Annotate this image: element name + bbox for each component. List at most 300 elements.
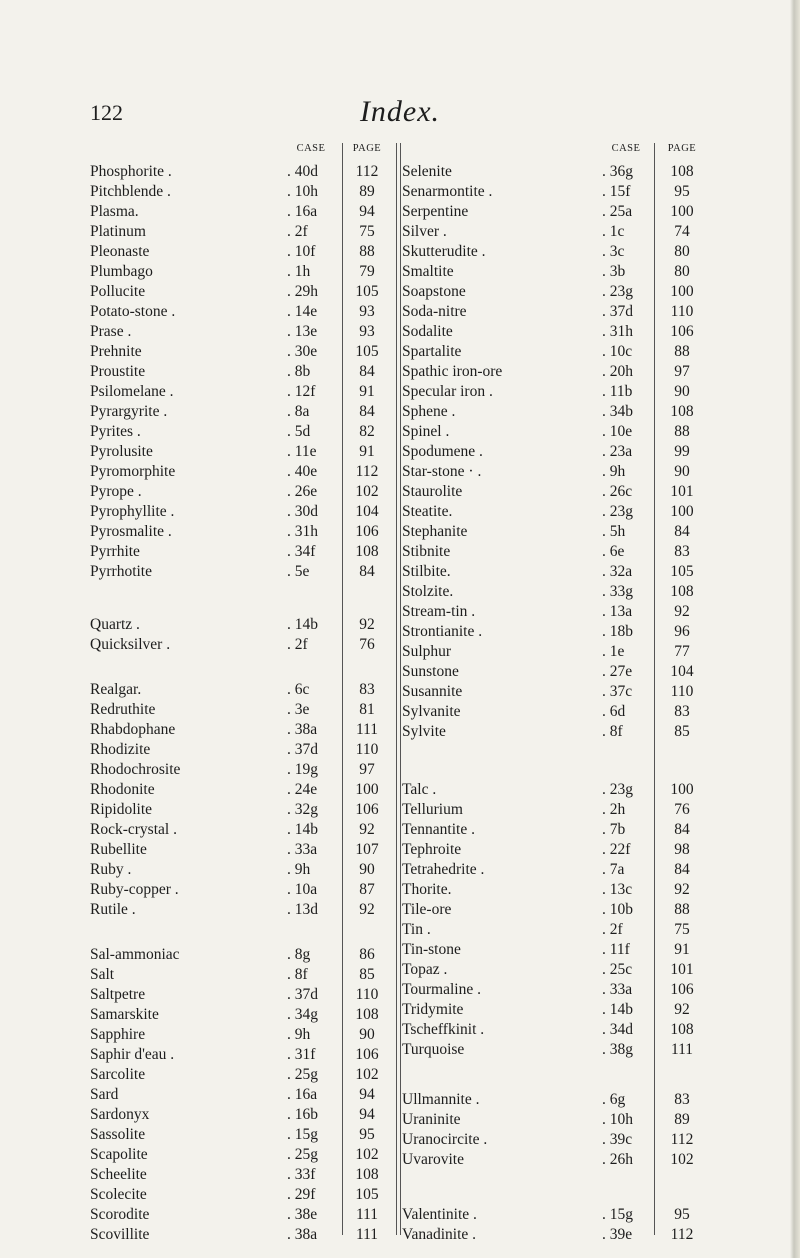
mineral-name: Saphir d'eau .	[90, 1046, 175, 1063]
page-ref: 86	[359, 946, 375, 963]
case-ref: . 38a	[287, 1226, 318, 1243]
case-ref: . 14b	[287, 616, 318, 633]
page-ref: 75	[674, 921, 690, 938]
mineral-name: Valentinite .	[402, 1206, 477, 1223]
right-column	[402, 143, 710, 1243]
mineral-name: Scolecite	[90, 1186, 147, 1203]
page-ref: 92	[359, 616, 375, 633]
index-entry	[90, 362, 395, 382]
case-ref: . 5h	[602, 523, 626, 540]
mineral-name: Sard	[90, 1086, 119, 1103]
index-entry	[402, 582, 710, 602]
page-ref: 106	[670, 981, 694, 998]
mineral-name: Selenite	[402, 163, 452, 180]
case-ref: . 33f	[287, 1166, 316, 1183]
mineral-name: Rutile .	[90, 901, 136, 918]
mineral-name: Serpentine	[402, 203, 469, 220]
index-entry	[402, 222, 710, 242]
mineral-name: Sphene .	[402, 403, 456, 420]
index-entry	[90, 760, 395, 780]
page-ref: 111	[355, 1226, 379, 1243]
mineral-name: Stream-tin .	[402, 603, 476, 620]
page-ref: 87	[359, 881, 375, 898]
case-ref: . 5d	[287, 423, 311, 440]
mineral-name: Turquoise	[402, 1041, 465, 1058]
page-ref: 88	[674, 901, 690, 918]
case-ref: . 31h	[602, 323, 633, 340]
mineral-name: Potato-stone .	[90, 303, 176, 320]
index-entry	[90, 222, 395, 242]
case-ref: . 16b	[287, 1106, 318, 1123]
case-ref: . 23g	[602, 503, 633, 520]
case-ref: . 15f	[602, 183, 631, 200]
page-ref: 110	[355, 986, 379, 1003]
index-entry	[402, 462, 710, 482]
case-ref: . 25a	[602, 203, 633, 220]
index-entry	[90, 382, 395, 402]
index-entry	[90, 1205, 395, 1225]
index-entry	[90, 462, 395, 482]
index-entry	[90, 680, 395, 700]
index-entry	[90, 840, 395, 860]
case-ref: . 26c	[602, 483, 633, 500]
column-divider	[400, 143, 401, 1235]
page-ref: 110	[670, 303, 694, 320]
case-ref: . 8f	[287, 966, 308, 983]
index-entry	[90, 635, 395, 655]
index-entry	[402, 562, 710, 582]
mineral-name: Staurolite	[402, 483, 463, 500]
left-column-header	[90, 143, 395, 161]
right-column-header	[402, 143, 710, 161]
index-entry	[90, 1165, 395, 1185]
mineral-name: Soda-nitre	[402, 303, 467, 320]
case-ref: . 32g	[287, 801, 318, 818]
index-entry	[402, 522, 710, 542]
case-ref: . 2f	[602, 921, 623, 938]
case-ref: . 15g	[287, 1126, 318, 1143]
case-ref: . 26h	[602, 1151, 633, 1168]
page-ref: 83	[674, 1091, 690, 1108]
index-entry	[402, 940, 710, 960]
page-ref: 104	[670, 663, 694, 680]
mineral-name: Silver .	[402, 223, 447, 240]
index-entry	[90, 615, 395, 635]
page-ref: 112	[355, 163, 379, 180]
page-ref: 105	[355, 1186, 379, 1203]
index-entry	[90, 442, 395, 462]
mineral-name: Ruby .	[90, 861, 132, 878]
page-ref: 89	[674, 1111, 690, 1128]
case-ref: . 6d	[602, 703, 626, 720]
index-entry	[402, 242, 710, 262]
mineral-name: Uranocircite .	[402, 1131, 488, 1148]
page-header: PAGE	[667, 143, 697, 154]
mineral-name: Tin .	[402, 921, 431, 938]
index-entry	[402, 322, 710, 342]
case-ref: . 8f	[602, 723, 623, 740]
mineral-name: Realgar.	[90, 681, 142, 698]
case-ref: . 31f	[287, 1046, 316, 1063]
mineral-name: Tennantite .	[402, 821, 475, 838]
page-ref: 84	[359, 363, 375, 380]
mineral-name: Pyrolusite	[90, 443, 153, 460]
mineral-name: Sapphire	[90, 1026, 146, 1043]
mineral-name: Sylvite	[402, 723, 446, 740]
mineral-name: Steatite.	[402, 503, 453, 520]
mineral-name: Tephroite	[402, 841, 462, 858]
mineral-name: Ullmannite .	[402, 1091, 480, 1108]
mineral-name: Rock-crystal .	[90, 821, 177, 838]
case-ref: . 34b	[602, 403, 633, 420]
page-ref: 105	[355, 283, 379, 300]
case-ref: . 2h	[602, 801, 626, 818]
index-entry	[90, 342, 395, 362]
index-entry	[402, 442, 710, 462]
index-entry	[402, 262, 710, 282]
page-ref: 111	[355, 1206, 379, 1223]
page-ref: 88	[674, 423, 690, 440]
mineral-name: Sodalite	[402, 323, 453, 340]
index-entry	[402, 662, 710, 682]
index-entry	[90, 182, 395, 202]
mineral-name: Tin-stone	[402, 941, 461, 958]
mineral-name: Scapolite	[90, 1146, 148, 1163]
index-entry	[402, 1000, 710, 1020]
mineral-name: Tscheffkinit .	[402, 1021, 485, 1038]
case-ref: . 34f	[287, 543, 316, 560]
case-ref: . 20h	[602, 363, 633, 380]
index-entry	[90, 1005, 395, 1025]
index-entry	[402, 682, 710, 702]
index-entry	[402, 880, 710, 900]
page-header: PAGE	[352, 143, 382, 154]
column-divider	[396, 143, 397, 1235]
page-ref: 102	[355, 1066, 379, 1083]
index-entry	[90, 1065, 395, 1085]
case-ref: . 23g	[602, 781, 633, 798]
mineral-name: Redruthite	[90, 701, 156, 718]
mineral-name: Tile-ore	[402, 901, 452, 918]
case-ref: . 26e	[287, 483, 318, 500]
case-ref: . 25g	[287, 1146, 318, 1163]
page-ref: 84	[674, 523, 690, 540]
case-ref: . 6e	[602, 543, 625, 560]
case-header: CASE	[611, 143, 641, 154]
mineral-name: Pyrites .	[90, 423, 141, 440]
mineral-name: Specular iron .	[402, 383, 493, 400]
mineral-name: Skutterudite .	[402, 243, 486, 260]
case-ref: . 15g	[602, 1206, 633, 1223]
mineral-name: Stilbite.	[402, 563, 451, 580]
page-ref: 95	[674, 1206, 690, 1223]
index-entry	[402, 1090, 710, 1110]
page-ref: 81	[359, 701, 375, 718]
index-entry	[90, 1145, 395, 1165]
index-entry	[90, 720, 395, 740]
index-entry	[90, 800, 395, 820]
index-entry	[90, 740, 395, 760]
page-ref: 85	[674, 723, 690, 740]
index-entry	[402, 482, 710, 502]
index-entry	[90, 322, 395, 342]
case-ref: . 40d	[287, 163, 318, 180]
case-ref: . 2f	[287, 636, 308, 653]
page-ref: 112	[670, 1226, 694, 1243]
page-ref: 101	[670, 483, 694, 500]
index-entry	[90, 482, 395, 502]
mineral-name: Pollucite	[90, 283, 146, 300]
mineral-name: Prehnite	[90, 343, 142, 360]
page-ref: 90	[674, 383, 690, 400]
index-entry	[90, 965, 395, 985]
mineral-name: Platinum	[90, 223, 146, 240]
index-entry	[90, 945, 395, 965]
index-entry	[90, 202, 395, 222]
index-entry	[90, 1045, 395, 1065]
index-entry	[90, 985, 395, 1005]
page-ref: 106	[355, 801, 379, 818]
page-ref: 88	[674, 343, 690, 360]
mineral-name: Scorodite	[90, 1206, 150, 1223]
mineral-name: Stibnite	[402, 543, 451, 560]
index-entry	[402, 602, 710, 622]
page-ref: 98	[674, 841, 690, 858]
mineral-name: Soapstone	[402, 283, 466, 300]
mineral-name: Scheelite	[90, 1166, 147, 1183]
index-entry	[402, 820, 710, 840]
case-ref: . 27e	[602, 663, 633, 680]
mineral-name: Ruby-copper .	[90, 881, 179, 898]
index-entry	[402, 402, 710, 422]
page-ref: 91	[359, 443, 375, 460]
case-ref: . 14b	[602, 1001, 633, 1018]
index-entry	[402, 342, 710, 362]
case-ref: . 33g	[602, 583, 633, 600]
index-entry	[90, 242, 395, 262]
case-ref: . 8g	[287, 946, 311, 963]
page-ref: 80	[674, 263, 690, 280]
case-ref: . 9h	[287, 1026, 311, 1043]
case-ref: . 11b	[602, 383, 633, 400]
mineral-name: Sarcolite	[90, 1066, 146, 1083]
index-entry	[402, 1020, 710, 1040]
index-entry	[402, 702, 710, 722]
case-ref: . 10e	[602, 423, 633, 440]
case-ref: . 37d	[287, 986, 318, 1003]
page-ref: 76	[359, 636, 375, 653]
index-entry	[402, 920, 710, 940]
case-ref: . 38e	[287, 1206, 318, 1223]
case-ref: . 30d	[287, 503, 318, 520]
page-ref: 79	[359, 263, 375, 280]
index-entry	[402, 362, 710, 382]
case-ref: . 8b	[287, 363, 311, 380]
page-ref: 105	[670, 563, 694, 580]
index-entry	[402, 840, 710, 860]
index-entry	[402, 1110, 710, 1130]
page-ref: 96	[674, 623, 690, 640]
mineral-name: Rubellite	[90, 841, 147, 858]
case-ref: . 32a	[602, 563, 633, 580]
case-ref: . 10h	[602, 1111, 633, 1128]
page-ref: 95	[359, 1126, 375, 1143]
page-ref: 108	[670, 583, 694, 600]
index-entry	[90, 780, 395, 800]
mineral-name: Prase .	[90, 323, 132, 340]
case-ref: . 3b	[602, 263, 626, 280]
page-ref: 106	[355, 523, 379, 540]
index-entry	[90, 522, 395, 542]
index-entry	[90, 1225, 395, 1245]
index-entry	[402, 202, 710, 222]
case-ref: . 33a	[287, 841, 318, 858]
case-ref: . 38g	[602, 1041, 633, 1058]
mineral-name: Sardonyx	[90, 1106, 150, 1123]
case-ref: . 1h	[287, 263, 311, 280]
case-header: CASE	[296, 143, 326, 154]
mineral-name: Susannite	[402, 683, 463, 700]
page-ref: 108	[670, 403, 694, 420]
mineral-name: Plumbago	[90, 263, 153, 280]
index-entry	[90, 302, 395, 322]
page-ref: 100	[670, 781, 694, 798]
mineral-name: Psilomelane .	[90, 383, 174, 400]
index-entry	[402, 980, 710, 1000]
page-ref: 107	[355, 841, 379, 858]
page-ref: 108	[355, 1166, 379, 1183]
mineral-name: Rhodonite	[90, 781, 155, 798]
column-rule	[342, 143, 343, 1235]
page-ref: 77	[674, 643, 690, 660]
page-ref: 95	[674, 183, 690, 200]
mineral-name: Uvarovite	[402, 1151, 464, 1168]
case-ref: . 10a	[287, 881, 318, 898]
page-ref: 94	[359, 1106, 375, 1123]
mineral-name: Saltpetre	[90, 986, 146, 1003]
mineral-name: Spathic iron-ore	[402, 363, 503, 380]
case-ref: . 12f	[287, 383, 316, 400]
mineral-name: Plasma.	[90, 203, 139, 220]
case-ref: . 40e	[287, 463, 318, 480]
case-ref: . 13c	[602, 881, 633, 898]
index-entry	[90, 1085, 395, 1105]
index-entry	[402, 1150, 710, 1170]
page-ref: 74	[674, 223, 690, 240]
case-ref: . 3e	[287, 701, 310, 718]
index-entry	[402, 900, 710, 920]
case-ref: . 13e	[287, 323, 318, 340]
mineral-name: Stephanite	[402, 523, 468, 540]
mineral-name: Vanadinite .	[402, 1226, 477, 1243]
mineral-name: Spodumene .	[402, 443, 483, 460]
page-ref: 112	[355, 463, 379, 480]
mineral-name: Tellurium	[402, 801, 463, 818]
page-ref: 84	[674, 821, 690, 838]
index-entry	[90, 162, 395, 182]
case-ref: . 38a	[287, 721, 318, 738]
case-ref: . 37c	[602, 683, 633, 700]
page-ref: 102	[670, 1151, 694, 1168]
case-ref: . 5e	[287, 563, 310, 580]
page-ref: 102	[355, 1146, 379, 1163]
index-entry	[90, 1025, 395, 1045]
index-entry	[402, 622, 710, 642]
case-ref: . 10f	[287, 243, 316, 260]
mineral-name: Pyrophyllite .	[90, 503, 175, 520]
page-ref: 84	[359, 563, 375, 580]
index-entry	[90, 1185, 395, 1205]
index-entry	[402, 302, 710, 322]
case-ref: . 39c	[602, 1131, 633, 1148]
mineral-name: Star-stone · .	[402, 463, 482, 480]
mineral-name: Sulphur	[402, 643, 452, 660]
mineral-name: Pyrope .	[90, 483, 142, 500]
mineral-name: Strontianite .	[402, 623, 483, 640]
page-ref: 108	[355, 1006, 379, 1023]
page-ref: 100	[355, 781, 379, 798]
page-ref: 112	[670, 1131, 694, 1148]
page-ref: 100	[670, 503, 694, 520]
index-entry	[90, 860, 395, 880]
mineral-name: Stolzite.	[402, 583, 454, 600]
index-entry	[90, 262, 395, 282]
index-entry	[402, 282, 710, 302]
page-ref: 90	[359, 861, 375, 878]
case-ref: . 10b	[602, 901, 633, 918]
page-ref: 92	[674, 881, 690, 898]
page-ref: 93	[359, 323, 375, 340]
index-entry	[402, 860, 710, 880]
case-ref: . 31h	[287, 523, 318, 540]
page-ref: 92	[674, 603, 690, 620]
case-ref: . 11e	[287, 443, 317, 460]
case-ref: . 29h	[287, 283, 318, 300]
index-entry	[90, 900, 395, 920]
case-ref: . 39e	[602, 1226, 633, 1243]
page-ref: 93	[359, 303, 375, 320]
page-ref: 104	[355, 503, 379, 520]
page-ref: 91	[674, 941, 690, 958]
case-ref: . 36g	[602, 163, 633, 180]
case-ref: . 11f	[602, 941, 630, 958]
mineral-name: Pyrosmalite .	[90, 523, 172, 540]
page-ref: 100	[670, 203, 694, 220]
case-ref: . 3c	[602, 243, 625, 260]
page-ref: 89	[359, 183, 375, 200]
index-entry	[402, 1040, 710, 1060]
case-ref: . 34g	[287, 1006, 318, 1023]
mineral-name: Pleonaste	[90, 243, 150, 260]
page-ref: 106	[355, 1046, 379, 1063]
page-ref: 108	[670, 1021, 694, 1038]
page-title: Index.	[359, 95, 441, 128]
case-ref: . 37d	[602, 303, 633, 320]
index-entry	[402, 960, 710, 980]
mineral-name: Pitchblende .	[90, 183, 171, 200]
case-ref: . 37d	[287, 741, 318, 758]
index-entry	[402, 1130, 710, 1150]
case-ref: . 29f	[287, 1186, 316, 1203]
case-ref: . 33a	[602, 981, 633, 998]
page-ref: 84	[674, 861, 690, 878]
mineral-name: Senarmontite .	[402, 183, 493, 200]
page-ref: 85	[359, 966, 375, 983]
case-ref: . 13a	[602, 603, 633, 620]
mineral-name: Talc .	[402, 781, 437, 798]
case-ref: . 25c	[602, 961, 633, 978]
page-ref: 94	[359, 1086, 375, 1103]
